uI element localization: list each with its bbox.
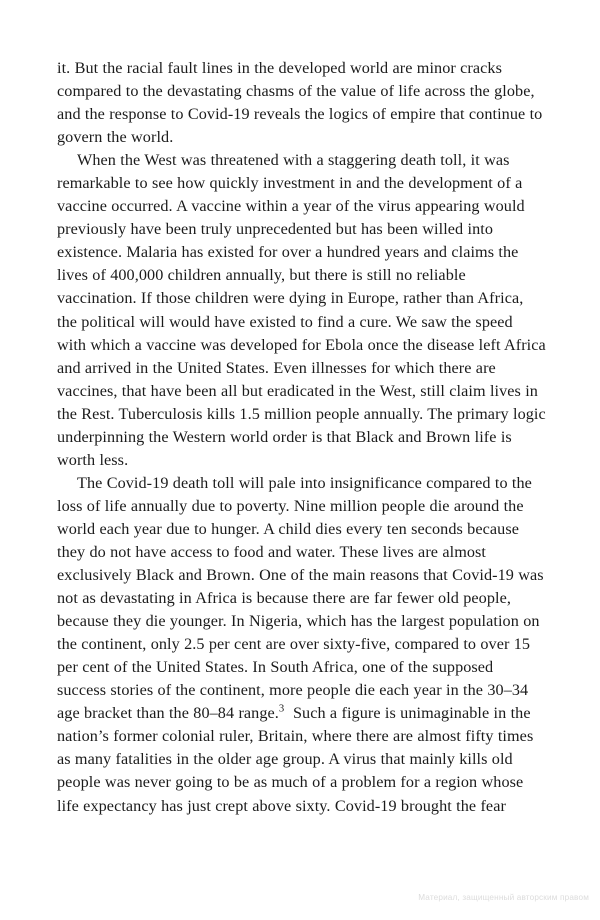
paragraph-2: When the West was threatened with a staggering death toll, it was remarkable to see how quickly investment in and the development of a vaccine occurred. A vaccine within a year of the virus appearing would previously have been truly unprecedented but has been willed into existence. Malaria has existed for over a hundred years and claims the lives of 400,000 children annually, but there is still no reliable vaccination. If those children were dying in Europe, rather than Africa, the political will would have existed to find a cure. We saw the speed with which a vaccine was developed for Ebola once the disease left Africa and arrived in the United States. Even illnesses for which there are vaccines, that have been all but eradicated in the West, still claim lives in the Rest. Tuberculosis kills 1.5 million people annually. The primary logic underpinning the Western world order is that Black and Brown life is worth less.	[57, 151, 546, 469]
paragraph-1: it. But the racial fault lines in the developed world are minor cracks compared to the devastating chasms of the value of life across the globe, and the response to Covid-19 reveals the logics of empire that continue to govern the world.	[57, 59, 543, 147]
paragraph-3-text-after-footnote: Such a figure is unimaginable in the nation’s former colonial ruler, Britain, where there are almost fifty times as many fatalities in the older age group. A virus that mainly kills old people was never going to be as much of a problem for a region whose life expectancy has just crept above sixty. Covid-19 brought the fear	[57, 704, 534, 815]
paragraph-3	[57, 472, 546, 818]
paragraph-3-text-before-footnote: The Covid-19 death toll will pale into insignificance compared to the loss of life annually due to poverty. Nine million people die around the world each year due to hunger. A child dies every ten seconds because they do not have access to food and water. These lives are almost exclusively Black and Brown. One of the main reasons that Covid-19 was not as devastating in Africa is because there are far fewer old people, because they die younger. In Nigeria, which has the largest population on the continent, only 2.5 per cent are over sixty-five, compared to over 15 per cent of the United States. In South Africa, one of the supposed success stories of the continent, more people die each year in the 30–34 age bracket than the 80–84 range.	[57, 473, 544, 723]
footnote-reference-3[interactable]: 3	[278, 702, 285, 715]
body-text-column	[57, 57, 546, 818]
copyright-watermark: Материал, защищенный авторским правом	[418, 893, 589, 902]
